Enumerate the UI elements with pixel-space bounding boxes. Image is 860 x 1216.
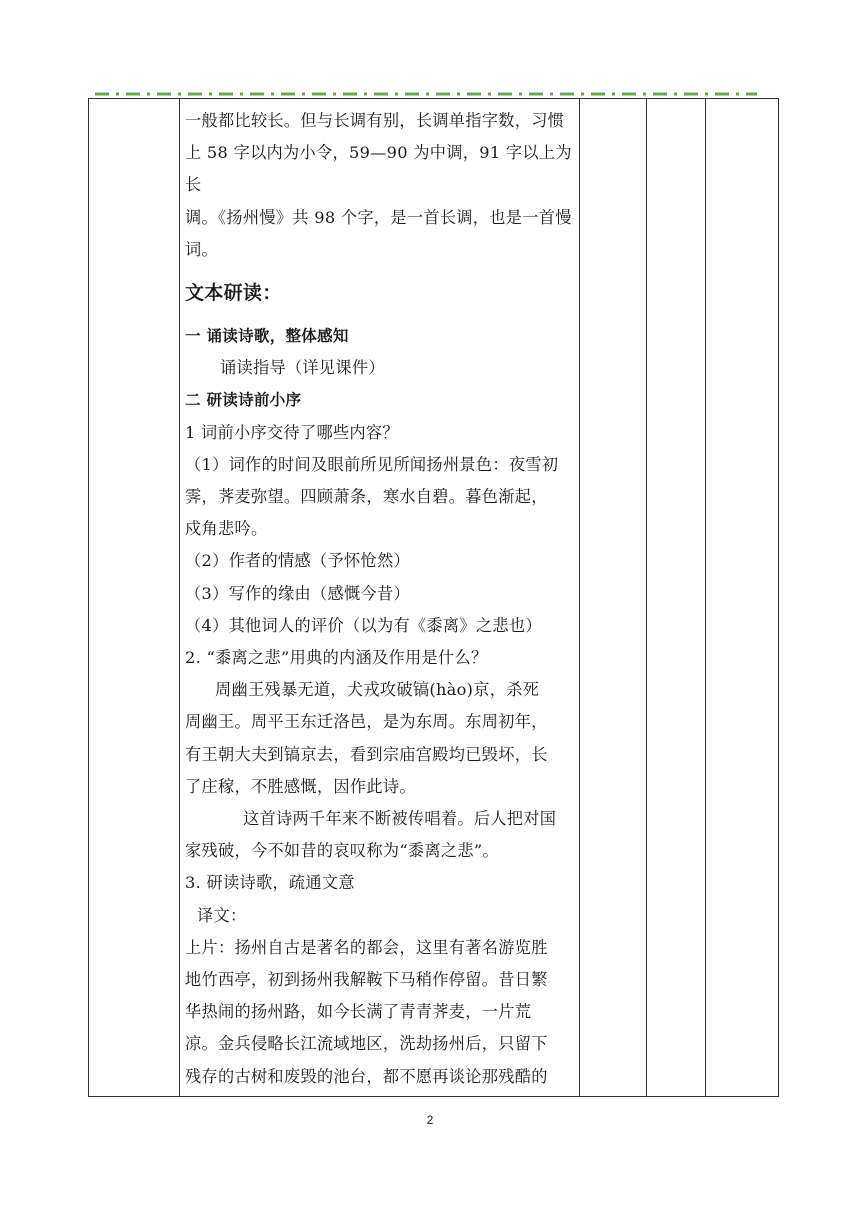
- answer-1-line: 霁，荠麦弥望。四顾萧条，寒水自碧。暮色渐起，: [185, 487, 548, 507]
- table-row: [89, 99, 779, 1097]
- lesson-content: [180, 99, 579, 1093]
- part2-heading: 二 研读诗前小序: [185, 391, 302, 410]
- table-cell-blank-left: [89, 99, 180, 1097]
- table-cell-content: [180, 99, 580, 1097]
- intro-line: 上 58 字以内为小令，59—90 为中调，91 字以上为长: [185, 143, 572, 195]
- translation-label: 译文：: [197, 905, 247, 925]
- translation-line: 华热闹的扬州路，如今长满了青青荠麦，一片荒: [185, 1002, 532, 1022]
- table-cell-blank: [706, 99, 779, 1097]
- legacy-line: 家残破，今不如昔的哀叹称为“黍离之悲”。: [185, 841, 499, 861]
- lesson-plan-table: [88, 98, 779, 1097]
- question-3: 3. 研读诗歌，疏通文意: [185, 873, 355, 893]
- story-line: 周幽王。周平王东迁洛邑，是为东周。东周初年，: [185, 712, 548, 732]
- section-heading: 文本研读：: [185, 282, 282, 305]
- translation-line: 凉。金兵侵略长江流域地区，洗劫扬州后，只留下: [185, 1034, 548, 1054]
- answer-3: （3）写作的缘由（感慨今昔）: [185, 583, 410, 603]
- translation-line: 上片：扬州自古是著名的都会，这里有著名游览胜: [185, 937, 548, 957]
- legacy-line: 这首诗两千年来不断被传唱着。后人把对国: [243, 809, 557, 829]
- translation-line: 残存的古树和废毁的池台，都不愿再谈论那残酷的: [185, 1066, 548, 1086]
- story-line: 周幽王残暴无道，犬戎攻破镐(hào)京，杀死: [215, 680, 540, 700]
- part1-text: 诵读指导（详见课件）: [220, 358, 385, 378]
- intro-line: 一般都比较长。但与长调有别，长调单指字数，习惯: [185, 111, 565, 130]
- translation-line: 地竹西亭，初到扬州我解鞍下马稍作停留。昔日繁: [185, 970, 548, 990]
- story-line: 有王朝大夫到镐京去，看到宗庙宫殿均已毁坏，长: [185, 744, 548, 764]
- answer-1-line: （1）词作的时间及眼前所见所闻扬州景色：夜雪初: [185, 454, 559, 474]
- story-line: 了庄稼，不胜感慨，因作此诗。: [185, 776, 416, 796]
- header-decorative-rule: [95, 92, 757, 96]
- part1-heading: 一 诵读诗歌，整体感知: [185, 327, 349, 346]
- answer-2: （2）作者的情感（予怀怆然）: [185, 551, 410, 571]
- intro-line: 词。: [185, 239, 218, 259]
- question-1: 1 词前小序交待了哪些内容？: [185, 422, 399, 442]
- page-number: 2: [426, 1113, 434, 1127]
- answer-1-line: 戍角悲吟。: [185, 519, 268, 539]
- table-cell-blank: [647, 99, 706, 1097]
- table-cell-blank: [580, 99, 647, 1097]
- answer-4: （4）其他词人的评价（以为有《黍离》之悲也）: [185, 615, 542, 635]
- question-2: 2. “黍离之悲”用典的内涵及作用是什么？: [185, 648, 488, 668]
- intro-line: 调。《扬州慢》共 98 个字，是一首长调，也是一首慢: [185, 207, 572, 227]
